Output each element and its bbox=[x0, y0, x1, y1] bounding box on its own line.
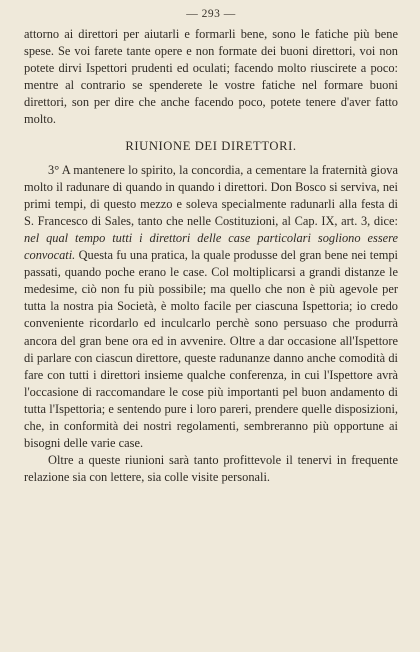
paragraph-directors-meetings bbox=[24, 162, 398, 453]
italic-quote: nel qual tempo tutti i direttori delle case particolari sogliono essere convocati. bbox=[24, 230, 398, 263]
paragraph-text-after-quote: Questa fu una pratica, la quale produsse del gran bene nei tempi passati, quando poche erano le case. Col moltiplicarsi a grandi distanze le medesime, ciò non fu più possibile; ma quello che non è più agevole per tutta la nostra pia Società, è molto facile per ciascuna Ispettoria; io credo conveniente ricordarlo ed inculcarlo perchè sono persuaso che produrrà ancora del gran bene ora ed in avvenire. Oltre a dar occasione all'Ispettore di parlare con ciascun direttore, queste radunanze danno anche comodità di fare con tutti i direttori insieme qualche conferenza, in cui l'Ispettore avrà l'occasione di raccomandare le cose più importanti pel buon andamento di tutta l'Ispettoria; e sentendo pure i loro pareri, prendere quelle disposizioni, che, in conformità dei nostri regolamenti, sembreranno più opportune ai bisogni delle varie case. bbox=[24, 248, 398, 451]
page-number: — 293 — bbox=[186, 8, 236, 20]
paragraph-text-before-quote: 3° A mantenere lo spirito, la concordia, a cementare la fraternità giova molto il radunare di quando in quando i direttori. Don Bosco si serviva, nei primi tempi, di questo mezzo e soleva specialmente radunarli alla festa di S. Francesco di Sales, tanto che nelle Costituzioni, al Cap. IX, art. 3, dice: bbox=[24, 162, 398, 228]
section-heading: RIUNIONE DEI DIRETTORI. bbox=[125, 138, 297, 153]
paragraph-continuation: attorno ai direttori per aiutarli e formarli bene, sono le fatiche più bene spese. Se voi farete tante opere e non formate dei buoni direttori, voi non potete dirvi Ispettori prudenti ed oculati; facendo molto riuscirete a poco: mentre al contrario se spenderete le vostre fatiche nel formare buoni direttori, son per dire che anche facendo poco, potete tenere d'aver fatto molto. bbox=[24, 27, 398, 127]
paragraph-closing: Oltre a queste riunioni sarà tanto profittevole il tenervi in frequente relazione sia con lettere, sia colle visite personali. bbox=[24, 453, 398, 485]
